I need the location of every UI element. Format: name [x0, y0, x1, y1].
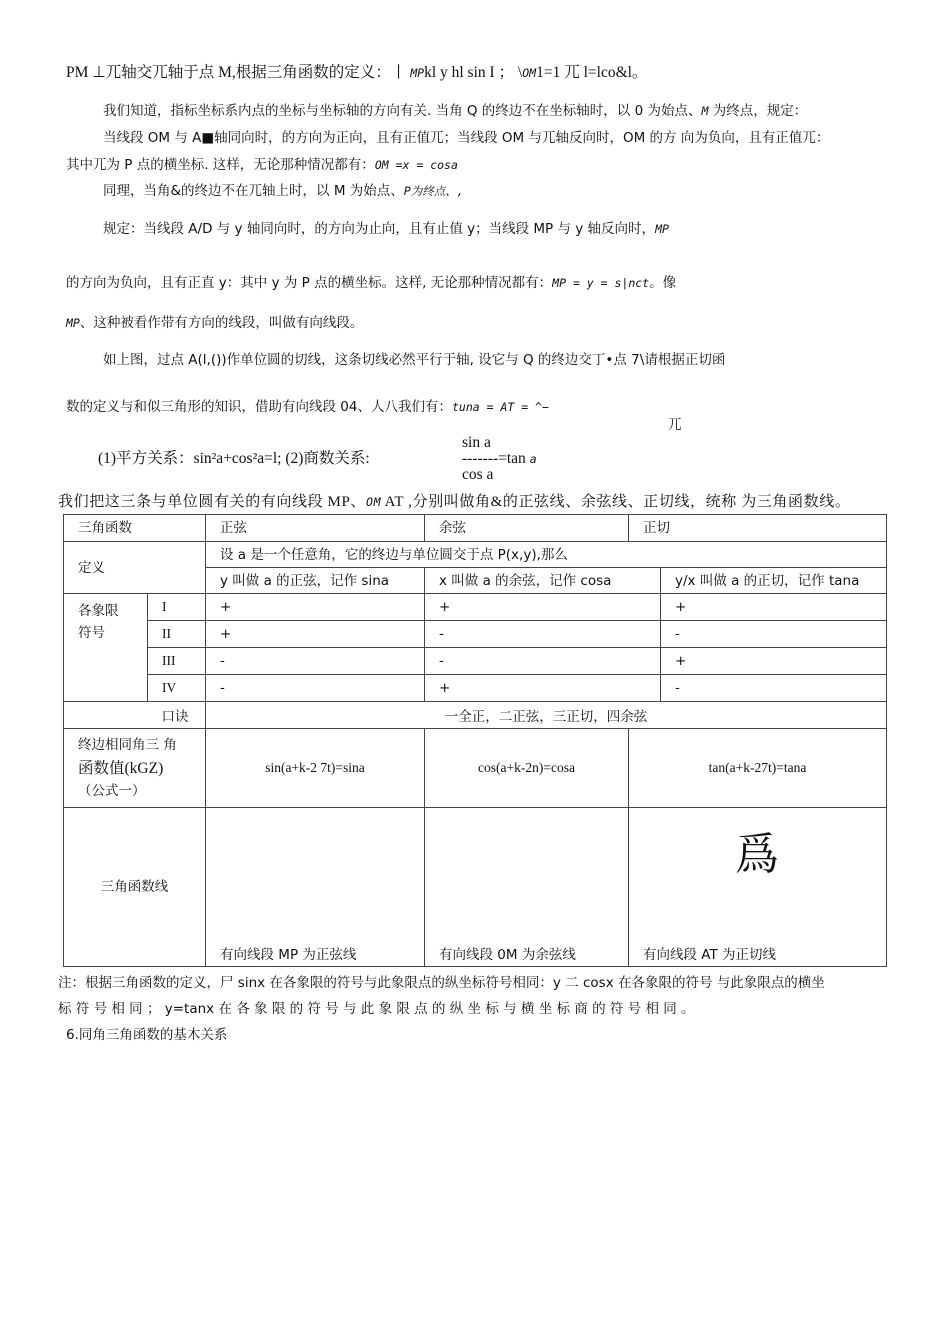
table-row: [64, 621, 887, 648]
text-span: P为终点、,: [403, 184, 464, 198]
sign-cell: +: [661, 648, 887, 675]
formula-sin: sin(a+k-2 7t)=sina: [206, 729, 425, 808]
text-span: 的方向为负向，且有正直 y：其中 y 为 P 点的横坐标。这样, 无论那种情况都有：: [66, 275, 553, 291]
text-span: 数的定义与和似三角形的知识，借助有向线段 04、人八我们有：: [66, 399, 452, 415]
sign-label: [64, 594, 148, 702]
text-line-2: [103, 102, 807, 120]
fraction-numerator: sin a: [462, 434, 491, 451]
mnemonic-label: 口诀: [148, 702, 206, 729]
text-span: 终边相同角三 角: [78, 736, 177, 753]
sign-cell: -: [425, 648, 661, 675]
text-span: 规定：当线段 A/D 与 y 轴同向时，的方向为止向，且有止值 y；当线段 MP 与 y 轴反向时，: [103, 221, 656, 237]
text-span: 函数值(kGZ): [78, 759, 164, 777]
empty-cell: [64, 702, 148, 729]
text-line-1: [66, 64, 647, 82]
text-span: MP: [66, 316, 80, 330]
text-span: PM ⊥兀轴交兀轴于点 M,根据三角函数的定义：丨: [66, 64, 407, 81]
quadrant-cell: IV: [148, 675, 206, 702]
definition-cos: x 叫做 a 的余弦，记作 cosa: [425, 568, 661, 594]
text-line-5: [103, 182, 464, 200]
text-span: tuna = AT = ^−: [451, 400, 549, 414]
sign-cell: -: [425, 621, 661, 648]
text-span: 、这种被看作带有方向的线段，叫做有向线段。: [79, 315, 364, 331]
fraction-denominator: cos a: [462, 466, 494, 483]
text-span: 各象限: [78, 603, 119, 619]
text-span: 为终点，规定：: [708, 103, 808, 119]
text-span: kl y hl sin I ； \: [424, 64, 523, 81]
text-span: 我们知道，指标坐标系内点的坐标与坐标轴的方向有关. 当角 Q 的终边不在坐标轴时，以 0 为始点、: [103, 103, 702, 119]
garbled-glyph: 爲: [735, 829, 779, 880]
text-span: -------=tan: [462, 450, 526, 467]
text-span: OM =x = cosa: [374, 158, 458, 172]
quadrant-cell: II: [148, 621, 206, 648]
formula-tan: tan(a+k-27t)=tana: [629, 729, 887, 808]
relation-line: (1)平方关系：sin²a+cos²a=l; (2)商数关系:: [98, 450, 370, 467]
table-row: [64, 648, 887, 675]
text-span: 同理，当角&的终边不在兀轴上时，以 M 为始点、: [103, 183, 404, 199]
stray-char: 兀: [668, 417, 682, 433]
definition-common: 设 a 是一个任意角，它的终边与单位圆交于点 P(x,y),那么: [206, 542, 887, 568]
sign-cell: +: [425, 675, 661, 702]
sign-cell: +: [206, 621, 425, 648]
definition-sin: y 叫做 a 的正弦，记作 sina: [206, 568, 425, 594]
definition-tan: y/x 叫做 a 的正切，记作 tana: [661, 568, 887, 594]
quadrant-cell: III: [148, 648, 206, 675]
formula-one-label: [64, 729, 206, 808]
sign-cell: +: [661, 594, 887, 621]
text-line-3: 当线段 OM 与 A■轴同向时，的方向为正向，且有正值兀；当线段 OM 与兀轴反向时，OM 的方 向为负向，且有正值兀：: [103, 130, 830, 146]
sign-cell: +: [206, 594, 425, 621]
text-span: 符号: [78, 625, 105, 641]
table-row: [64, 594, 887, 621]
mnemonic-text: 一全正，二正弦，三正切，四余弦: [206, 702, 887, 729]
note-line-1: 注：根据三角函数的定义，尸 sinx 在各象限的符号与此象限点的纵坐标符号相同：y 二 cosx 在各象限的符号 与此象限点的横坐: [58, 975, 825, 991]
text-line-7: [66, 274, 676, 292]
text-span: 1=1 兀 l=lco&l。: [536, 64, 648, 81]
header-cell: 正切: [629, 515, 887, 542]
text-line-6: [103, 220, 669, 238]
table-row: [64, 729, 887, 808]
text-span: MP: [655, 222, 669, 236]
text-span: 。像: [649, 275, 677, 291]
text-span: OM: [366, 495, 382, 509]
definition-label: 定义: [64, 542, 206, 594]
text-span: AT ,分别叫做角&的正弦线、余弦线、正切线，统称 为三角函数线。: [381, 494, 851, 510]
text-line-4: [66, 156, 458, 174]
trig-function-table: [63, 514, 887, 967]
text-line-9: 如上图，过点 A(l,())作单位圆的切线，这条切线必然平行于轴, 设它与 Q 的终边交丁•点 7\请根据正切函: [103, 352, 726, 368]
trig-line-label: 三角函数线: [64, 808, 206, 967]
header-cell: 三角函数: [64, 515, 206, 542]
text-line-12: [58, 493, 850, 511]
text-span: OM: [522, 66, 537, 80]
table-row: [64, 702, 887, 729]
table-header-row: [64, 515, 887, 542]
sign-cell: -: [206, 648, 425, 675]
header-cell: 正弦: [206, 515, 425, 542]
text-span: MP: [410, 66, 425, 80]
text-line-8: [66, 314, 363, 332]
text-span: M: [701, 104, 709, 118]
table-row: [64, 542, 887, 568]
text-line-10: [66, 398, 549, 416]
table-row: [64, 675, 887, 702]
text-span: 我们把这三条与单位圆有关的有向线段 MP、: [58, 494, 367, 510]
sign-cell: +: [425, 594, 661, 621]
cosine-line-caption: 有向线段 0M 为余弦线: [425, 808, 629, 967]
text-span: 其中兀为 P 点的横坐标. 这样，无论那种情况都有：: [66, 157, 375, 173]
sign-cell: -: [661, 621, 887, 648]
text-span: MP = y = s|nct: [552, 276, 650, 290]
formula-cos: cos(a+k-2n)=cosa: [425, 729, 629, 808]
sine-line-caption: 有向线段 MP 为正弦线: [206, 808, 425, 967]
header-cell: 余弦: [425, 515, 629, 542]
quadrant-cell: I: [148, 594, 206, 621]
note-line-3: 6.同角三角函数的基木关系: [66, 1027, 228, 1043]
tangent-line-caption: 有向线段 AT 为正切线: [629, 808, 887, 967]
sign-cell: -: [206, 675, 425, 702]
sign-cell: -: [661, 675, 887, 702]
text-span: a: [529, 452, 537, 466]
note-line-2: 标 符 号 相 同 ； y=tanx 在 各 象 限 的 符 号 与 此 象 限 点 的 纵 坐 标 与 横 坐 标 商 的 符 号 相 同 。: [58, 1001, 695, 1017]
text-span: （公式一）: [78, 782, 146, 799]
